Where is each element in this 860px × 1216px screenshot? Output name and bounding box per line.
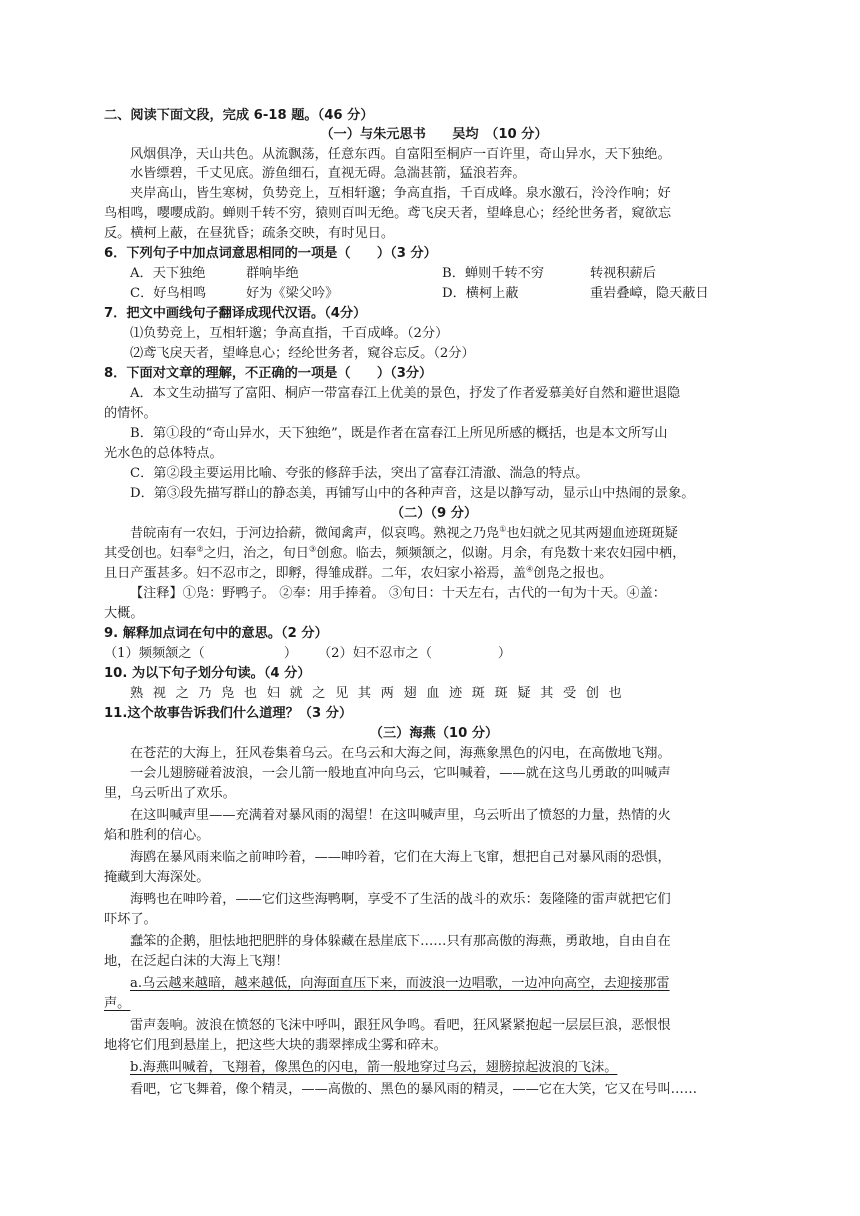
q8-option-c: C．第②段主要运用比喻、夸张的修辞手法，突出了富春江清澈、湍急的特点。	[130, 466, 589, 481]
question-7: 7．把文中画线句子翻译成现代汉语。（4分）	[104, 306, 367, 321]
underlined-sentence-a-cont	[104, 995, 764, 1015]
footnote-marker: ③	[308, 544, 317, 554]
underlined-text: 声。	[104, 996, 131, 1011]
q8-option-b: B．第①段的“奇山异水，天下独绝”，既是作者在富春江上所见所感的概括，也是本文所写山	[130, 426, 668, 441]
q6-option-b: B．蝉则千转不穷	[442, 266, 545, 281]
passage3-line: 海鸥在暴风雨来临之前呻吟着，——呻吟着，它们在大海上飞窜，想把自己对暴风雨的恐惧，	[130, 850, 671, 865]
passage1-line: 水皆缥碧，千丈见底。游鱼细石，直视无碍。急湍甚箭，猛浪若奔。	[130, 166, 526, 181]
question-6: 6．下列句子中加点词意思相同的一项是（ ）（3 分）	[104, 246, 437, 261]
passage3-line: 地将它们甩到悬崖上，把这些大块的翡翠摔成尘雾和碎末。	[104, 1038, 447, 1053]
passage3-line: 在苍茫的大海上，狂风卷集着乌云。在乌云和大海之间，海燕象黑色的闪电，在高傲地飞翔。	[130, 746, 671, 761]
annotation-line: 【注释】①凫：野鸭子。 ②奉：用手捧着。 ③旬日：十天左右，古代的一旬为十天。④盖：	[130, 586, 666, 601]
q6-option-b-compare: 转视积薪后	[590, 266, 656, 281]
footnote-marker: ①	[499, 524, 507, 534]
q10-sentence: 熟视之乃凫也妇就之见其两翅血迹斑斑疑其受创也	[130, 686, 632, 701]
passage3-line: 一会儿翅膀碰着波浪，一会儿箭一般地直冲向乌云，它叫喊着，——就在这鸟儿勇敢的叫喊声	[130, 766, 671, 781]
section-heading: 二、阅读下面文段，完成 6-18 题。（46 分）	[104, 108, 374, 123]
passage2-text: 创愈。临去，频频颔之，似谢。月余，有凫数十来农妇园中栖，	[316, 546, 686, 561]
passage1-line: 夹岸高山，皆生寒树，负势竞上，互相轩邈；争高直指，千百成峰。泉水激石，泠泠作响；好	[130, 186, 671, 201]
q6-option-c-compare: 好为《梁父吟》	[246, 286, 339, 301]
passage2-text: 创凫之报也。	[533, 566, 613, 581]
underlined-text: b.海燕叫喊着，飞翔着，像黑色的闪电，箭一般地穿过乌云，翅膀掠起波浪的飞沫。	[130, 1060, 618, 1075]
q9-item-1: （1）频频颔之（ ）	[104, 646, 298, 661]
q8-option-a-cont: 的情怀。	[104, 406, 157, 421]
q6-option-d: D．横柯上蔽	[442, 286, 519, 301]
q9-item-2: （2）妇不忍市之（ ）	[318, 646, 512, 661]
passage3-line: 焰和胜利的信心。	[104, 828, 210, 843]
underlined-sentence-b	[104, 1059, 790, 1079]
passage3-line: 里，乌云听出了欢乐。	[104, 786, 236, 801]
q6-option-d-compare: 重岩叠嶂，隐天蔽日	[590, 286, 709, 301]
passage2-line	[104, 545, 764, 565]
question-11: 11.这个故事告诉我们什么道理？（3 分）	[104, 706, 353, 721]
passage3-line: 看吧，它飞舞着，像个精灵，——高傲的、黑色的暴风雨的精灵，——它在大笑，它又在号叫……	[130, 1082, 698, 1097]
passage2-text: 也妇就之见其两翅血迹斑斑疑	[506, 526, 678, 541]
footnote-marker: ②	[196, 544, 204, 554]
passage2-text: 其受创也。妇奉	[104, 546, 197, 561]
question-8: 8．下面对文章的理解，不正确的一项是（ ）（3分）	[104, 366, 433, 381]
passage2-line	[104, 565, 764, 585]
q7-sentence-2: ⑵鸢飞戾天者，望峰息心；经纶世务者，窥谷忘反。（2分）	[130, 346, 475, 361]
q9-items	[104, 645, 764, 665]
passage3-line: 吓坏了。	[104, 912, 157, 927]
passage3-line: 蠢笨的企鹅，胆怯地把肥胖的身体躲藏在悬崖底下……只有那高傲的海燕，勇敢地，自由自在	[130, 934, 671, 949]
passage3-line: 地，在泛起白沫的大海上飞翔！	[104, 954, 289, 969]
question-9: 9. 解释加点词在句中的意思。（2 分）	[104, 626, 328, 641]
passage2-text: 之归，治之，旬日	[203, 546, 309, 561]
question-10: 10. 为以下句子划分句读。（4 分）	[104, 666, 311, 681]
passage1-line: 反。横柯上蔽，在昼犹昏；疏条交映，有时见日。	[104, 226, 395, 241]
passage3-line: 掩藏到大海深处。	[104, 870, 210, 885]
underlined-text: a.乌云越来越暗，越来越低，向海面直压下来，而波浪一边唱歌，一边冲向高空，去迎接那雷	[130, 976, 670, 991]
passage2-text: 且日产蛋甚多。妇不忍市之，即孵，得雏成群。二年，农妇家小裕焉，盖	[104, 566, 526, 581]
q6-option-a-compare: 群响毕绝	[246, 266, 299, 281]
q8-option-b-cont: 光水色的总体特点。	[104, 446, 223, 461]
part2-title: （二）（9 分）	[390, 506, 478, 521]
q8-option-d: D．第③段先描写群山的静态美，再铺写山中的各种声音，这是以静写动，显示山中热闹的景象。	[130, 486, 695, 501]
passage3-line: 海鸭也在呻吟着，——它们这些海鸭啊，享受不了生活的战斗的欢乐：轰隆隆的雷声就把它们	[130, 892, 671, 907]
passage1-line: 风烟俱净，天山共色。从流飘荡，任意东西。自富阳至桐庐一百许里，奇山异水，天下独绝。	[130, 147, 671, 162]
q7-sentence-1: ⑴负势竞上，互相轩邈；争高直指，千百成峰。（2分）	[130, 326, 449, 341]
part3-title: （三）海燕（10 分）	[369, 726, 499, 741]
q6-options-row	[104, 265, 764, 285]
q6-option-a: A．天下独绝	[130, 266, 206, 281]
underlined-sentence-a	[104, 975, 790, 995]
footnote-marker: ④	[526, 564, 534, 574]
q8-option-a: A．本文生动描写了富阳、桐庐一带富春江上优美的景色，抒发了作者爱慕美好自然和避世退隐	[130, 386, 681, 401]
passage3-line: 在这叫喊声里——充满着对暴风雨的渴望！在这叫喊声里，乌云听出了愤怒的力量，热情的火	[130, 808, 671, 823]
part1-title: （一）与朱元思书 吴均 （10 分）	[320, 127, 548, 142]
passage2-text: 昔皖南有一农妇，于河边拾薪，微闻禽声，似哀鸣。熟视之乃凫	[130, 526, 500, 541]
passage2-line	[104, 525, 790, 545]
q6-options-row	[104, 285, 764, 305]
q6-option-c: C．好鸟相鸣	[130, 286, 207, 301]
annotation-line: 大概。	[104, 606, 144, 621]
passage3-line: 雷声轰响。波浪在愤怒的飞沫中呼叫，跟狂风争鸣。看吧，狂风紧紧抱起一层层巨浪，恶恨恨	[130, 1018, 671, 1033]
passage1-line: 鸟相鸣，嘤嘤成韵。蝉则千转不穷，猿则百叫无绝。鸢飞戾天者，望峰息心；经纶世务者，窥欲忘	[104, 206, 672, 221]
